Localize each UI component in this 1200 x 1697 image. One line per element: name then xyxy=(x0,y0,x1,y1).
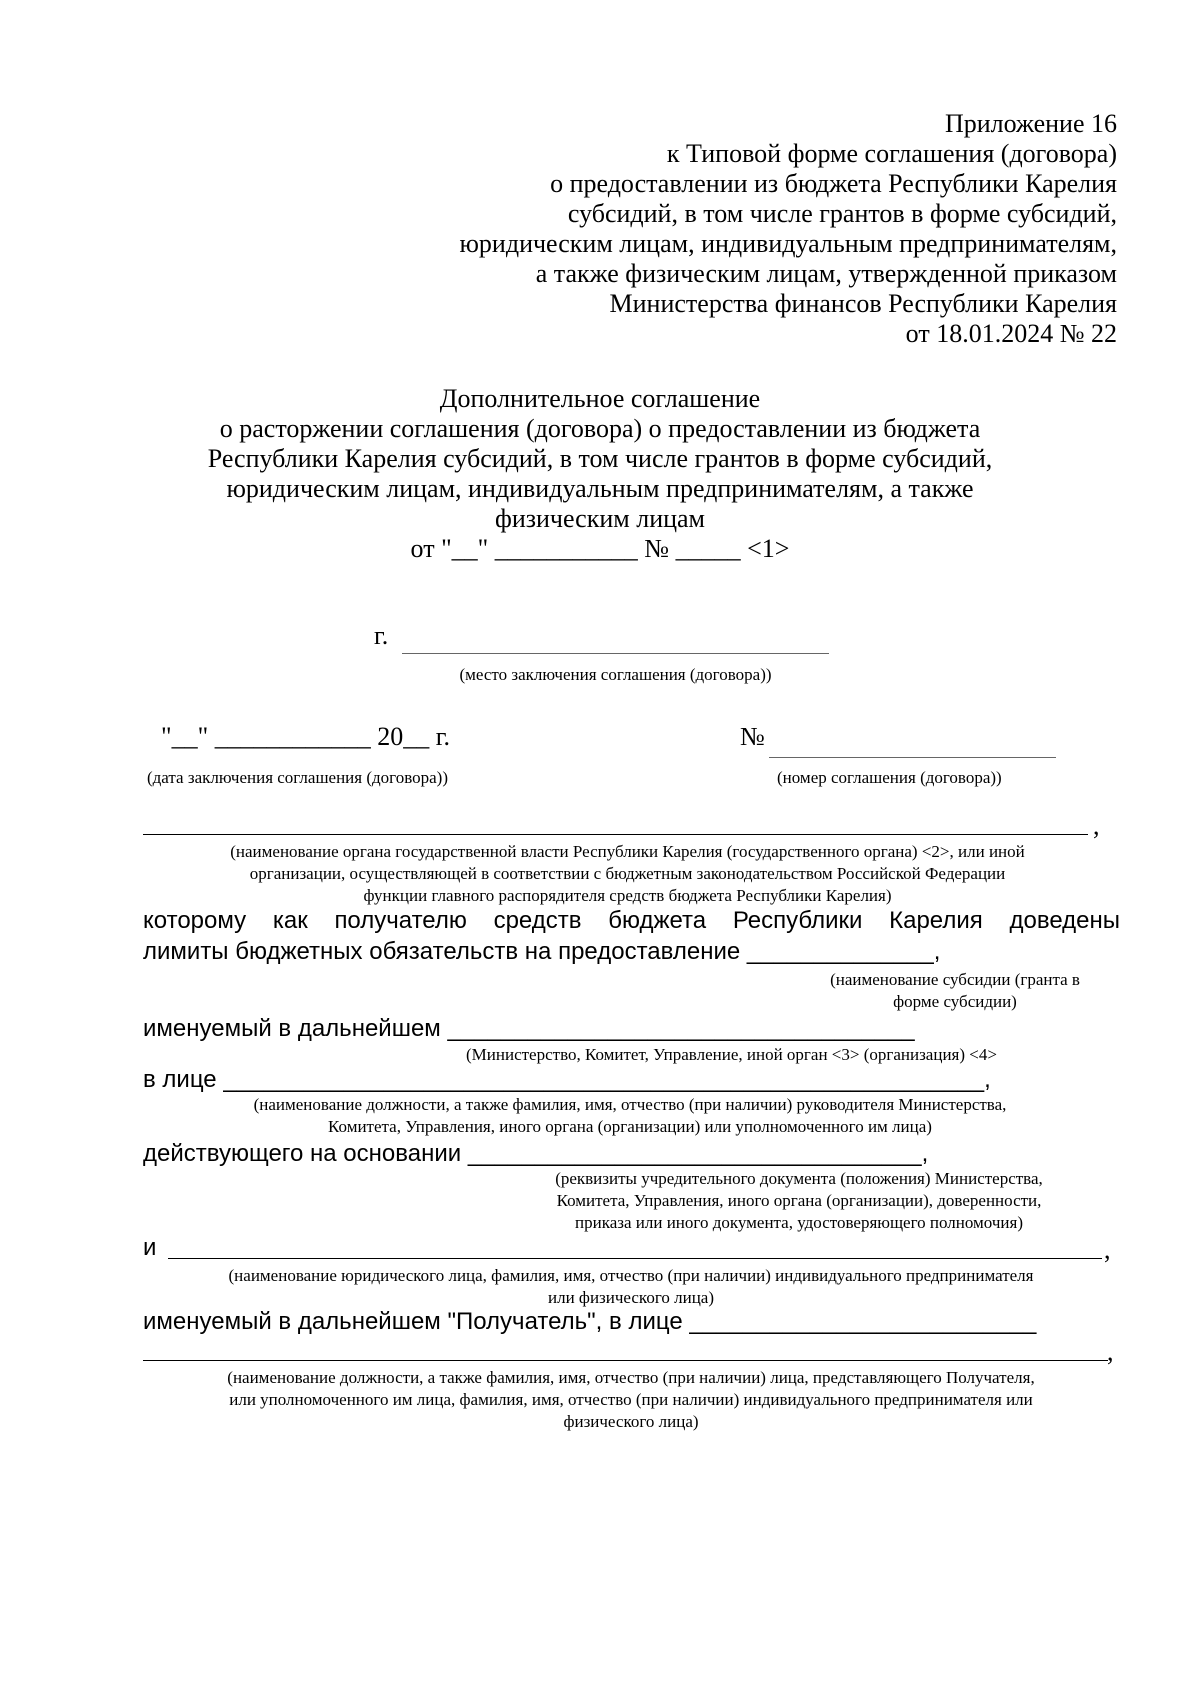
number-sign: № xyxy=(740,722,765,751)
appendix-line: Министерства финансов Республики Карелия xyxy=(609,289,1117,318)
basis-caption-line: приказа или иного документа, удостоверяющего полномочия) xyxy=(575,1213,1023,1232)
limits-word: как xyxy=(272,907,308,934)
representative-line xyxy=(143,1360,1108,1361)
named-text: именуемый в дальнейшем ___________________________________ xyxy=(143,1015,915,1042)
title-line: физическим лицам xyxy=(494,504,706,533)
organ-caption-line: функции главного распорядителя средств бюджета Республики Карелия) xyxy=(363,886,892,905)
limits-word: бюджета xyxy=(608,907,707,934)
appendix-line: к Типовой форме соглашения (договора) xyxy=(666,139,1117,168)
limits-word: получателю xyxy=(334,907,467,934)
limits-word: средств xyxy=(493,907,582,934)
person-caption-line: (наименование должности, а также фамилия, имя, отчество (при наличии) руководителя Министерства, xyxy=(253,1095,1007,1114)
title-date-line: от "__" ___________ № _____ <1> xyxy=(410,534,790,563)
recipient-text: именуемый в дальнейшем "Получатель", в лице __________________________ xyxy=(143,1308,1037,1335)
appendix-line: субсидий, в том числе грантов в форме субсидий, xyxy=(567,199,1117,228)
date-text: "__" ____________ 20__ г. xyxy=(161,722,450,751)
basis-caption-line: (реквизиты учредительного документа (положения) Министерства, xyxy=(555,1169,1043,1188)
title-line: Дополнительное соглашение xyxy=(439,384,761,413)
appendix-line: а также физическим лицам, утвержденной приказом xyxy=(535,259,1117,288)
place-line xyxy=(402,653,829,654)
representative-caption-line: физического лица) xyxy=(563,1412,699,1431)
appendix-line: от 18.01.2024 № 22 xyxy=(905,319,1117,348)
subsidy-caption-line: форме субсидии) xyxy=(893,992,1017,1011)
place-caption: (место заключения соглашения (договора)) xyxy=(459,665,772,684)
number-line xyxy=(769,757,1056,758)
appendix-line: юридическим лицам, индивидуальным предпринимателям, xyxy=(459,229,1117,258)
representative-comma: , xyxy=(1107,1337,1114,1366)
title-line: о расторжении соглашения (договора) о предоставлении из бюджета xyxy=(219,414,981,443)
date-caption: (дата заключения соглашения (договора)) xyxy=(147,768,448,787)
limits-word: которому xyxy=(143,907,247,934)
basis-text: действующего на основании __________________________________, xyxy=(143,1140,929,1167)
place-prefix: г. xyxy=(374,621,389,650)
appendix-line: о предоставлении из бюджета Республики Карелия xyxy=(550,169,1117,198)
entity-caption-line: (наименование юридического лица, фамилия, имя, отчество (при наличии) индивидуального предпринимателя xyxy=(228,1266,1034,1285)
basis-caption-line: Комитета, Управления, иного органа (организации), доверенности, xyxy=(556,1191,1042,1210)
limits-line-1 xyxy=(143,905,1120,936)
title-line: юридическим лицам, индивидуальным предпринимателям, а также xyxy=(226,474,974,503)
organ-caption-line: (наименование органа государственной власти Республики Карелия (государственного органа) <2>, или иной xyxy=(230,842,1025,861)
and-text: и xyxy=(143,1234,157,1261)
title-line: Республики Карелия субсидий, в том числе грантов в форме субсидий, xyxy=(207,444,993,473)
limits-word: доведены xyxy=(1009,907,1120,934)
named-caption: (Министерство, Комитет, Управление, иной орган <3> (организация) <4> xyxy=(466,1045,997,1064)
limits-word: Республики xyxy=(732,907,863,934)
number-caption: (номер соглашения (договора)) xyxy=(777,768,1002,787)
entity-caption-line: или физического лица) xyxy=(548,1288,714,1307)
appendix-line: Приложение 16 xyxy=(944,109,1117,138)
organ-caption-line: организации, осуществляющей в соответствии с бюджетным законодательством Российской Федерации xyxy=(249,864,1006,883)
limits-word: Карелия xyxy=(889,907,983,934)
limits-line-2: лимиты бюджетных обязательств на предоставление ______________, xyxy=(143,938,941,965)
entity-comma: , xyxy=(1104,1235,1111,1264)
person-text: в лице _________________________________________________________, xyxy=(143,1066,991,1093)
entity-line xyxy=(168,1258,1102,1259)
person-caption-line: Комитета, Управления, иного органа (организации) или уполномоченного им лица) xyxy=(328,1117,932,1136)
representative-caption-line: (наименование должности, а также фамилия, имя, отчество (при наличии) лица, представляющего Получателя, xyxy=(227,1368,1035,1387)
organ-comma: , xyxy=(1093,811,1100,840)
subsidy-caption-line: (наименование субсидии (гранта в xyxy=(830,970,1080,989)
representative-caption-line: или уполномоченного им лица, фамилия, имя, отчество (при наличии) индивидуального предпринимателя или xyxy=(229,1390,1033,1409)
organ-line xyxy=(143,834,1088,835)
